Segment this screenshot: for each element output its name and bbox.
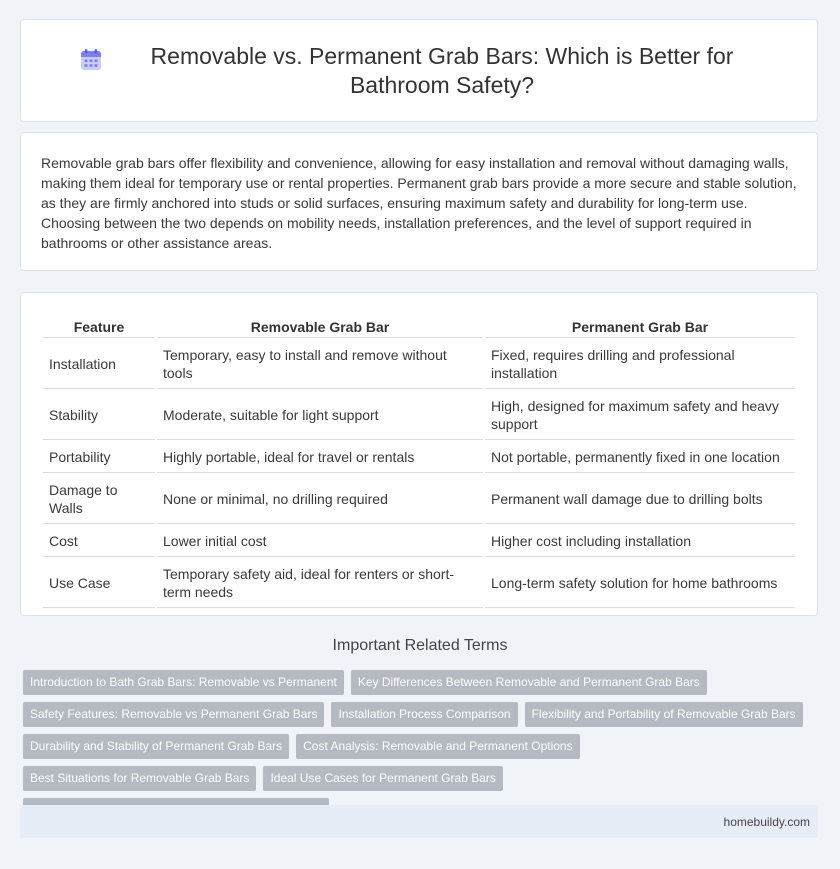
feature-cell: Installation: [43, 340, 155, 389]
related-term-tag[interactable]: Ideal Use Cases for Permanent Grab Bars: [263, 766, 502, 791]
permanent-cell: Not portable, permanently fixed in one location: [485, 442, 795, 473]
header-permanent: Permanent Grab Bar: [485, 315, 795, 338]
removable-cell: None or minimal, no drilling required: [157, 475, 483, 524]
intro-paragraph: Removable grab bars offer flexibility and convenience, allowing for easy installation and removal without damaging walls, making them ideal for temporary use or rental properties. Permanent grab bars provide a more secure and stable solution, as they are firmly anchored into studs or solid surfaces, ensuring maximum safety and durability for long-term use. Choosing between the two depends on mobility needs, installation preferences, and the level of support required in bathrooms or other assistance areas.: [41, 155, 797, 251]
table-header-row: [43, 315, 795, 338]
related-term-tag[interactable]: Flexibility and Portability of Removable Grab Bars: [525, 702, 803, 727]
related-term-tag[interactable]: Safety Features: Removable vs Permanent Grab Bars: [23, 702, 324, 727]
removable-cell: Lower initial cost: [157, 526, 483, 557]
table-row: [43, 340, 795, 389]
table-row: [43, 475, 795, 524]
title-wrap: [79, 42, 759, 100]
header-removable: Removable Grab Bar: [157, 315, 483, 338]
table-row: [43, 442, 795, 473]
intro-card: [20, 132, 818, 271]
comparison-table: [41, 313, 797, 610]
related-terms-heading: Important Related Terms: [332, 637, 508, 654]
removable-cell: Highly portable, ideal for travel or rentals: [157, 442, 483, 473]
table-row: [43, 526, 795, 557]
feature-cell: Damage to Walls: [43, 475, 155, 524]
related-term-tag[interactable]: Key Differences Between Removable and Permanent Grab Bars: [351, 670, 707, 695]
permanent-cell: Permanent wall damage due to drilling bolts: [485, 475, 795, 524]
removable-cell: Temporary safety aid, ideal for renters or short-term needs: [157, 559, 483, 608]
removable-cell: Moderate, suitable for light support: [157, 391, 483, 440]
table-row: [43, 559, 795, 608]
footer-site-link[interactable]: homebuildy.com: [723, 814, 810, 829]
header-feature: Feature: [43, 315, 155, 338]
table-row: [43, 391, 795, 440]
title-card: [20, 19, 818, 122]
calendar-icon: [79, 48, 103, 72]
related-term-tag[interactable]: Introduction to Bath Grab Bars: Removable vs Permanent: [23, 670, 344, 695]
permanent-cell: High, designed for maximum safety and heavy support: [485, 391, 795, 440]
related-term-tag[interactable]: Cost Analysis: Removable and Permanent Options: [296, 734, 579, 759]
related-term-tag[interactable]: Best Situations for Removable Grab Bars: [23, 766, 256, 791]
permanent-cell: Fixed, requires drilling and professional installation: [485, 340, 795, 389]
feature-cell: Stability: [43, 391, 155, 440]
footer: [20, 805, 818, 838]
feature-cell: Cost: [43, 526, 155, 557]
removable-cell: Temporary, easy to install and remove without tools: [157, 340, 483, 389]
feature-cell: Use Case: [43, 559, 155, 608]
related-term-tag[interactable]: Durability and Stability of Permanent Grab Bars: [23, 734, 289, 759]
feature-cell: Portability: [43, 442, 155, 473]
page-title: Removable vs. Permanent Grab Bars: Which is Better for Bathroom Safety?: [150, 42, 734, 98]
related-term-tag[interactable]: Installation Process Comparison: [331, 702, 517, 727]
permanent-cell: Long-term safety solution for home bathrooms: [485, 559, 795, 608]
comparison-card: [20, 292, 818, 616]
permanent-cell: Higher cost including installation: [485, 526, 795, 557]
